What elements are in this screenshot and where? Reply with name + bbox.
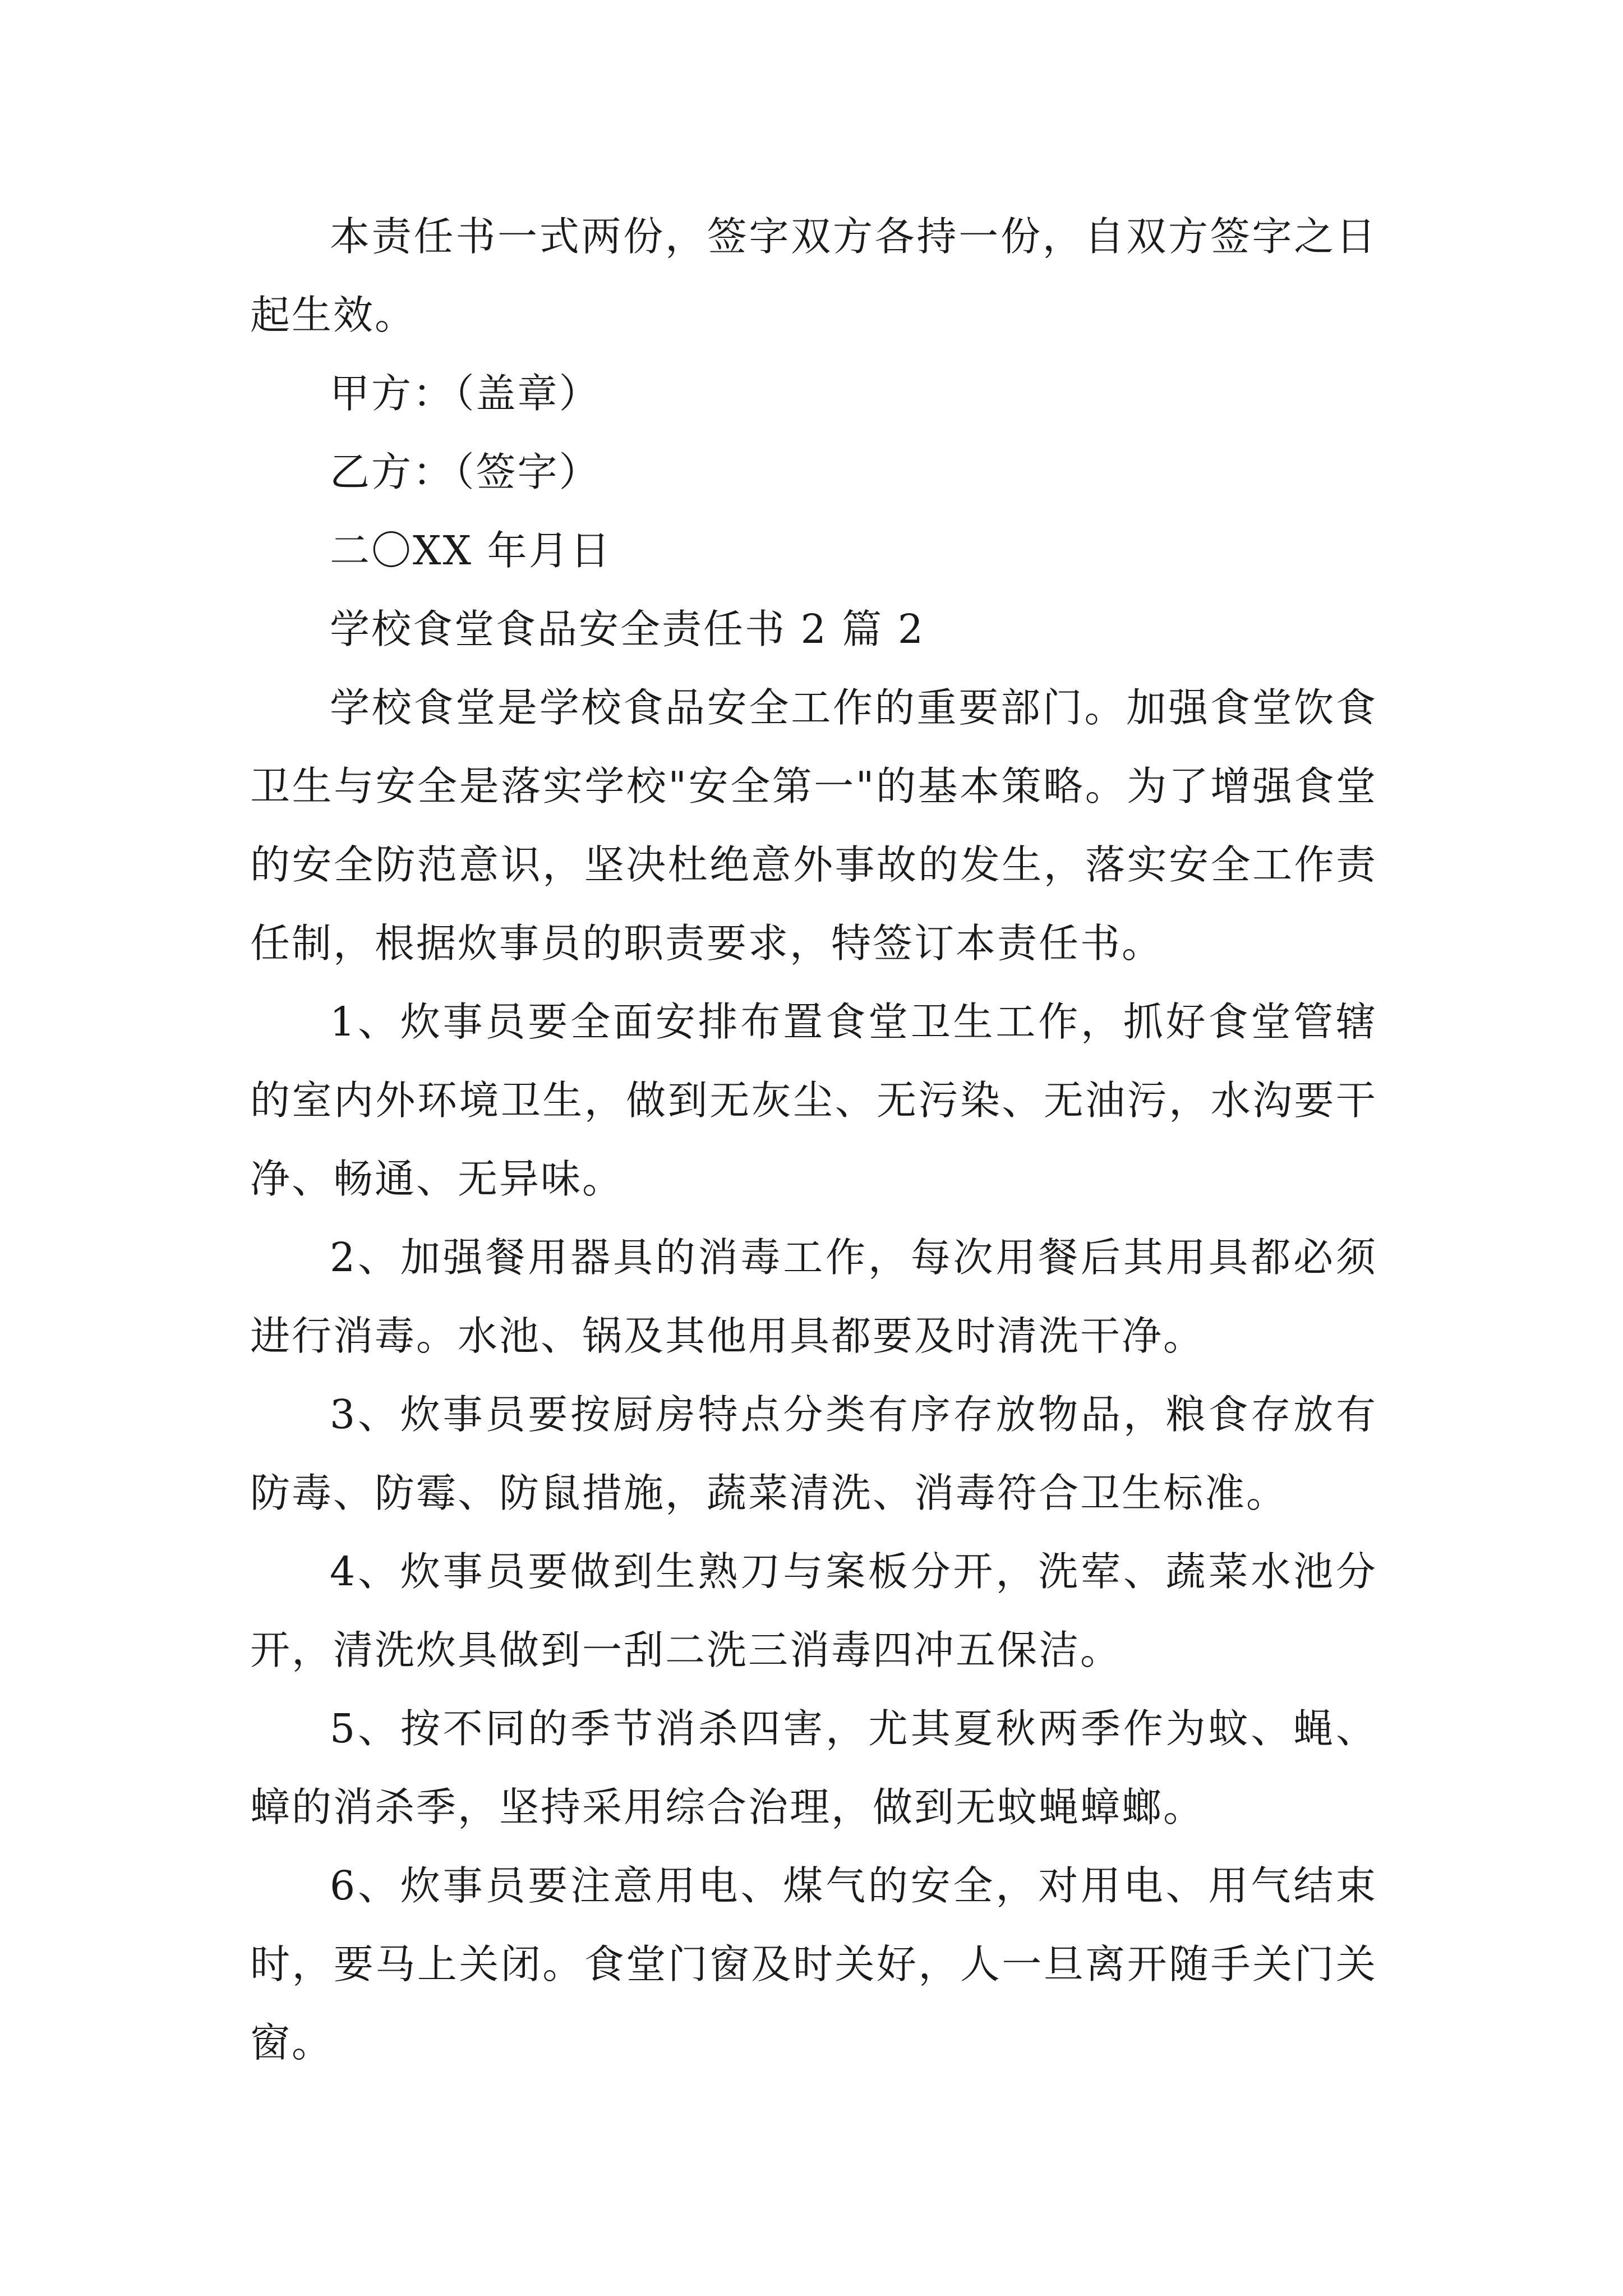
clause-2-paragraph: 2、加强餐用器具的消毒工作，每次用餐后其用具都必须进行消毒。水池、锅及其他用具都要及时清洗干净。: [250, 1234, 1377, 1359]
party-b-signature-line: 乙方：（签字）: [330, 449, 601, 495]
clause-5-paragraph: 5、按不同的季节消杀四害，尤其夏秋两季作为蚊、蝇、蟑的消杀季，坚持采用综合治理，做到无蚊蝇蟑螂。: [250, 1705, 1377, 1830]
clause-1-paragraph: 1、炊事员要全面安排布置食堂卫生工作，抓好食堂管辖的室内外环境卫生，做到无灰尘、无污染、无油污，水沟要干净、畅通、无异味。: [250, 999, 1377, 1202]
party-a-seal-line: 甲方：（盖章）: [330, 370, 601, 417]
intro-paragraph: 学校食堂是学校食品安全工作的重要部门。加强食堂饮食卫生与安全是落实学校"安全第一"的基本策略。为了增强食堂的安全防范意识，坚决杜绝意外事故的发生，落实安全工作责任制，根据炊事员的职责要求，特签订本责任书。: [250, 684, 1377, 967]
clause-3-paragraph: 3、炊事员要按厨房特点分类有序存放物品，粮食存放有防毒、防霉、防鼠措施，蔬菜清洗、消毒符合卫生标准。: [250, 1391, 1377, 1516]
clause-4-paragraph: 4、炊事员要做到生熟刀与案板分开，洗荤、蔬菜水池分开，清洗炊具做到一刮二洗三消毒四冲五保洁。: [250, 1548, 1377, 1673]
clause-6-paragraph: 6、炊事员要注意用电、煤气的安全，对用电、用气结束时，要马上关闭。食堂门窗及时关好，人一旦离开随手关门关窗。: [250, 1862, 1377, 2066]
effective-clause-paragraph: 本责任书一式两份，签字双方各持一份，自双方签字之日起生效。: [250, 213, 1377, 338]
date-line: 二〇XX 年月日: [330, 527, 612, 574]
document-body: [250, 197, 1377, 2082]
section-title: 学校食堂食品安全责任书 2 篇 2: [330, 606, 925, 652]
